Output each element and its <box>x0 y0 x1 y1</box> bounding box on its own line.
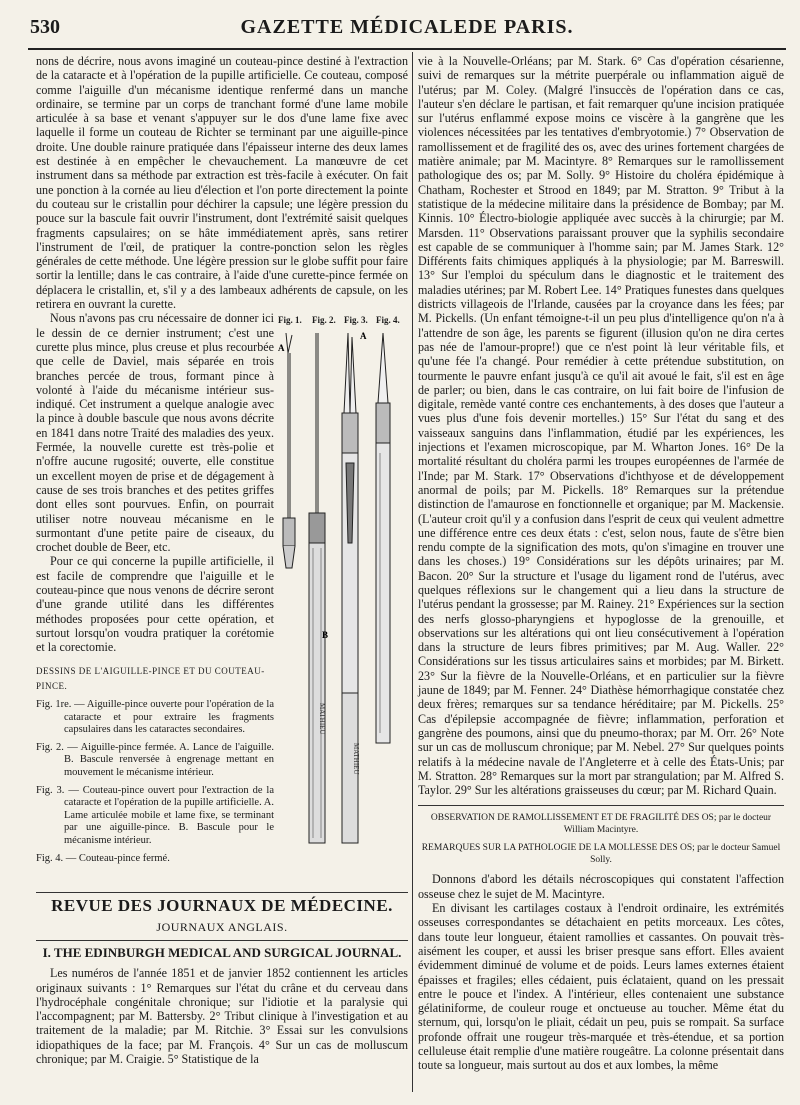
fig-3-letter-b: B <box>322 630 329 641</box>
caption-fig-1: Fig. 1re. — Aiguille-pince ouverte pour l'opération de la cataracte et pour extraire les fragments capsulaires dans les cataractes secondaires. <box>36 699 274 736</box>
caption-title: DESSINS DE L'AIGUILLE-PINCE ET DU COUTEAU-PINCE. <box>36 666 265 691</box>
fig-3-engraving: MATHIEU <box>352 743 360 775</box>
right-paragraph-1: vie à la Nouvelle-Orléans; par M. Stark. 6° Cas d'opération césarienne, suivi de remarques sur la métrite puerpérale ou inflammation aiguë de l'utérus; par M. Coley. (Malgré l'insuccès de l'opération dans ce cas, l'auteur s'en déclare le partisan, et fait remarquer qu'une incision pratiquée sur l'utérus enflammé expose moins ce viscère à la gangrène que les violences nécessitées par les tentatives d'embryotomie.) 7° Observation de ramollissement et de fragilité des os, avec des urines fortement chargées de matière animale; par M. Macintyre. 8° Remarques sur le ramollissement pathologique des os; par M. Solly. 9° Histoire du choléra épidémique à Chatham, Rochester et Strood en 1849; par M. Stratton. 9° Tribut à la statistique de la médecine militaire dans la présidence de Bombay; par M. Kinnis. 10° Électro-biologie appliquée avec succès à la chirurgie; par M. Marsden. 11° Observations paraissant prouver que la syphilis secondaire est capable de se communiquer à l'homme sain; par M. James Stark. 12° Différents faits chimiques appliqués à la physiologie; par M. Barreswill. 13° Sur l'emploi du spéculum dans le diagnostic et le traitement des maladies utérines; par M. Robert Lee. 14° Pratiques funestes dans quelques districts villageois de l'Irlande, causées par la croyance dans les fées; par M. Pickells. (Un enfant témoigne-t-il un peu plus d'intelligence qu'on n'a à l'attendre de son âge, les parents se figurent (illusion qu'on ne dira certes pas née de l'amour-propre!) que ce n'est point là leur véritable fils, et qu'une fée l'a changé. Pour remédier à cette prétendue substitution, on tourmente le pauvre enfant jusqu'à ce qu'il ait avoué le fait, s'il est en âge de parler; ou bien, dans le cas contraire, on lui fait boire de l'infusion de digitale, remède vanté contre ces enchantements, à des doses que l'auteur a vues plus d'une fois devenir mortelles.) 15° Sur l'état du sang et des vaisseaux sanguins dans l'inflammation, étudié par les expériences, les injections et l'examen microscopique, par M. Wharton Jones. 16° De la mortalité résultant du choléra parmi les troupes européennes de l'armée de l'Inde; par M. Stark. 17° Observations d'ichthyose et de développement anormal de poils; par M. Pickells. 18° Remarques sur la prétendue distinction de l'amaurose en fonctionnelle et organique; par M. Mackensie. (L'auteur croit qu'il y a confusion dans l'esprit de ceux qui veulent admettre une différence entre ces deux états : c'est, selon nous, faute de s'être bien rendu compte de la signification des mots, qu'on s'imagine en trouver une dans les choses.) 19° Considérations sur les dépôts urinaires; par M. Bacon. 20° Sur la structure et l'usage du ligament rond de l'utérus, avec quelques réflexions sur le changement qui a lieu dans la structure de l'utérus pendant la grossesse; par M. Rainey. 21° Expériences sur la section des nerfs glosso-pharyngiens et hypoglosse de la grenouille, et observations sur les altérations qui ont lieu consécutivement à l'opération dans la structure de leurs fibres primitives; par M. Aug. Waller. 22° Considérations sur les tissus articulaires sains et morbides; par M. Birkett. 23° Sur la fièvre de la Nouvelle-Orléans, et en particulier sur la fièvre jaune de 1849; par M. Fenner. 24° Diathèse hémorrhagique constatée chez deux frères; remarques sur sa tendance héréditaire; par M. Pickells. 25° Cas d'épilepsie accompagnée de fièvre; inflammation, perforation et gangrène des poumons, ainsi que du pneumo-thorax; par M. Orr. 26° Note sur un cas de molluscum chronique; par M. Nebel. 27° Sur quelques points relatifs à la médecine navale de l'Angleterre et à celle des États-Unis; par M. Stratton. 28° Remarques sur la mort par strangulation; par M. Alfred S. Taylor. 29° Sur les altérations graisseuses du cœur; par M. Richard Quain. <box>418 54 784 798</box>
figure-label-4: Fig. 4. <box>376 315 400 326</box>
left-column <box>36 54 408 1066</box>
page-header <box>28 14 786 50</box>
figure-label-3: Fig. 3. <box>344 315 368 326</box>
fig-2-engraving: MATHIEU <box>318 703 326 735</box>
figure-label-1: Fig. 1. <box>278 315 302 326</box>
section-title: REVUE DES JOURNAUX DE MÉDECINE. <box>36 892 408 913</box>
left-paragraph-2: Nous n'avons pas cru nécessaire de donner ici le dessin de ce dernier instrument; c'est une curette plus mince, plus creuse et plus recourbée que celle de Daviel, mais séparée en trois branches percée de trous, formant pince à volonté à l'aide du mécanisme intérieur sus-indiqué. Cet instrument a quelque analogie avec la pince à double bascule que nous avons décrite en 1841 dans notre Traité des maladies des yeux. Fermée, la nouvelle curette est très-polie et n'offre aucune rugosité; ouverte, elle constitue un excellent moyen de prise et de dégagement à cause de ses trois branches et des petites griffes dont elles sont pourvues. Enfin, on pourrait utiliser notre nouveau mécanisme en le surmontant d'une petite paire de ciseaux, du crochet double de Beer, etc. <box>36 311 274 555</box>
fig-4-instrument <box>376 333 390 743</box>
remarks-title: REMARQUES SUR LA PATHOLOGIE DE LA MOLLESSE DES OS; par le docteur Samuel Solly. <box>421 843 781 866</box>
page-number: 530 <box>30 16 60 38</box>
right-paragraph-3: En divisant les cartilages costaux à l'endroit ordinaire, les extrémités osseuses correspondantes se détachaient en petits morceaux. Les côtes, dans toute leur longueur, étaient ramollies et cassantes. On pouvait très-aisément les couper, et aussi les briser presque sans effort. Elles avaient évidemment diminué de volume et de poids. Leurs lames externes étaient épaisses et fragiles; elles cédaient, puis éclataient, quand on les pressait entre le pouce et l'index. A l'intérieur, elles contenaient une substance gélatiniforme, de couleur rouge et onctueuse au toucher. Même état du sternum, qui, lorsqu'on le pliait, cédait un peu, puis se rompait. Sa surface profonde offrait une rougeur très-marquée et très-étendue, et sa portion celluleuse était remplie d'une matière rougeâtre. La colonne présentait dans toute sa longueur, mais surtout au dos et aux lombes, la même <box>418 901 784 1073</box>
column-divider <box>412 52 413 1092</box>
left-paragraph-4: Les numéros de l'année 1851 et de janvier 1852 contiennent les articles originaux suivants : 1° Remarques sur l'état du crâne et du cerveau dans l'hydrocéphale congénitale chronique; sur l'idiotie et la paralysie qui l'accompagnent; par M. Battersby. 2° Tribut clinique à l'investigation et au traitement de la maladie; par M. Ritchie. 3° Essai sur les convulsions idiopathiques de la face; par M. François. 4° Sur un cas de molluscum chronique; par M. Craigie. 5° Statistique de la <box>36 966 408 1067</box>
figure-label-2: Fig. 2. <box>312 315 336 326</box>
left-paragraph-3: Pour ce qui concerne la pupille artificielle, il est facile de comprendre que l'aiguille et le couteau-pince que nous venons de décrire seront d'une grande utilité dans les différentes méthodes proposées pour cette opération, et surtout lorsqu'on voudra pratiquer la corétomie et la corectomie. <box>36 554 274 655</box>
instruments-drawing <box>278 323 408 868</box>
observation-title: OBSERVATION DE RAMOLLISSEMENT ET DE FRAGILITÉ DES OS; par le docteur William Macintyre. <box>418 805 784 836</box>
figure-captions <box>36 699 274 865</box>
figure-block <box>36 311 408 886</box>
caption-fig-2: Fig. 2. — Aiguille-pince fermée. A. Lance de l'aiguille. B. Bascule renversée à engrenage mettant en mouvement le mécanisme intérieur. <box>36 741 274 779</box>
caption-fig-3: Fig. 3. — Couteau-pince ouvert pour l'extraction de la cataracte et l'opération de la pupille artificielle. A. Lame articulée mobile et lame fixe, se terminant par une aiguille-pince. B. Bascule pour le mécanisme intérieur. <box>36 784 274 846</box>
subsection-title: JOURNAUX ANGLAIS. <box>156 919 288 934</box>
right-column <box>418 54 784 1073</box>
instrument-illustration <box>278 311 408 871</box>
fig-1-letter-a: A <box>278 343 285 354</box>
fig-3-letter-a: A <box>360 331 367 342</box>
right-paragraph-2: Donnons d'abord les détails nécroscopiques qui constatent l'affection osseuse chez le sujet de M. Macintyre. <box>418 872 784 901</box>
journal-title: I. THE EDINBURGH MEDICAL AND SURGICAL JOURNAL. <box>36 940 408 960</box>
page-title: GAZETTE MÉDICALEDE PARIS. <box>240 16 574 38</box>
caption-fig-4: Fig. 4. — Couteau-pince fermé. <box>36 852 170 864</box>
left-paragraph-1: nons de décrire, nous avons imaginé un couteau-pince destiné à l'extraction de la cataracte et à l'opération de la pupille artificielle. Ce couteau, composé comme l'aiguille d'un mécanisme identique renfermé dans un manche ordinaire, se termine par un corps de tranchant formé d'une lame mobile articulée à sa base et venant s'appuyer sur le dos d'une lame fixe avec laquelle il forme un couteau de Richter se terminant par une aiguille-pince droite. Une double rainure pratiquée dans l'épaisseur interne des deux lames est destinée à en empêcher le chevauchement. La manœuvre de cet instrument dans sa méthode par extraction est très-facile à exécuter. On fait une ponction à la cornée au lieu d'élection et l'on porte directement la pointe du couteau sur le cristallin pour déchirer la capsule; une légère pression du pouce sur la bascule fait ouvrir l'instrument, dont l'extrémité saisit quelques fragments capsulaires; on se hâte immédiatement après, sans retirer l'instrument de l'œil, de pratiquer la contre-ponction selon les règles générales de cette méthode. Une légère pression sur le globe suffit pour faire sortir la lentille; dans le cas contraire, à l'aide d'une curette-pince fermée on déplacera le cristallin, et, s'il y a des lambeaux adhérents de capsule, on les retirera en ouvrant la curette. <box>36 54 408 312</box>
fig-2-instrument <box>309 333 325 843</box>
fig-1-instrument <box>283 333 295 568</box>
